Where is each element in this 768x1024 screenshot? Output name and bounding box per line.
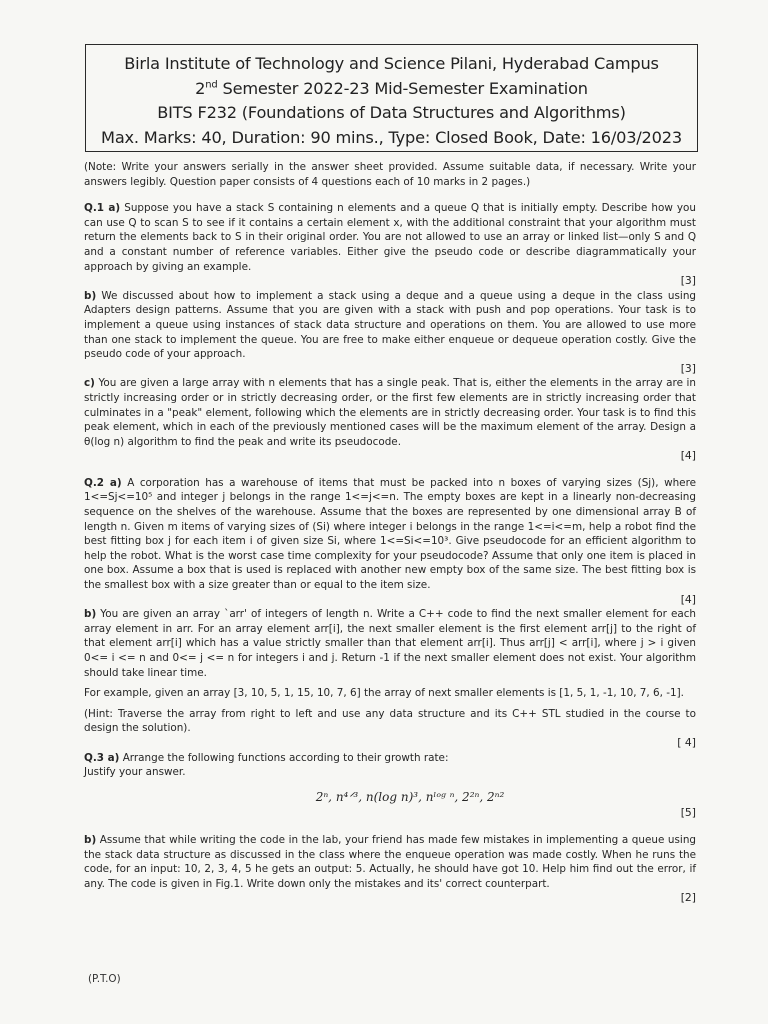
q2b-label: b) (84, 608, 97, 621)
q1c-body: You are given a large array with n elements that has a single peak. That is, either the elements in the array are in strictly increasing order or in strictly decreasing order, or the first few elements are in strictly increasing order that culminates in a "peak" element, following which the elements are in strictly decreasing order. Your task is to find this peak element, which in each of the previously mentioned cases will be the maximum element of the array. Design a θ(log n) algorithm to find the peak and write its pseudocode. (84, 377, 696, 448)
growth-functions-formula: 2ⁿ, n⁴ᐟ³, n(log n)³, nˡᵒᵍ ⁿ, 2²ⁿ, 2ⁿ² (315, 789, 505, 804)
q2a-body: A corporation has a warehouse of items that must be packed into n boxes of varying sizes (Sj), where 1<=Sj<=10⁵ and integer j belongs in the range 1<=j<=n. The empty boxes are kept in a linearly non-decreasing sequence on the shelves of the warehouse. Assume that the boxes are represented by one dimensional array B of length n. Given m items of varying sizes of (Si) where integer i belongs in the range 1<=i<=m, help a robot find the best fitting box j for each item i of given size Si, where 1<=Si<=10³. Give pseudocode for an efficient algorithm to help the robot. What is the worst case time complexity for your pseudocode? Assume that only one item is placed in one box. Assume a box that is used is replaced with another new empty box of the same size. The best fitting box is the smallest box with a size greater than or equal to the item size. (84, 476, 696, 592)
exam-details: Max. Marks: 40, Duration: 90 mins., Type: Closed Book, Date: 16/03/2023 (101, 127, 682, 147)
course-title: BITS F232 (Foundations of Data Structures and Algorithms) (157, 103, 626, 122)
q3a-label: Q.3 a) (84, 751, 120, 764)
q3b-text (84, 833, 696, 891)
q3b-label: b) (84, 833, 97, 846)
q1c-text (84, 376, 696, 449)
institute-name: Birla Institute of Technology and Science Pilani, Hyderabad Campus (124, 54, 659, 73)
semester-line (86, 77, 697, 102)
q1b-body: We discussed about how to implement a stack using a deque and a queue using a deque in the class using Adapters design patterns. Assume that you are given with a stack with push and pop operations. Your task is to implement a queue using instances of stack data structure and operations on them. You are allowed to use more than one stack to implement the queue. You are free to make either enqueue or dequeue operation costly. Give the pseudo code of your approach. (84, 289, 696, 361)
q1c-label: c) (84, 377, 95, 390)
q1b-label: b) (84, 289, 97, 302)
q2b-example: For example, given an array [3, 10, 5, 1, 15, 10, 7, 6] the array of next smaller elements is [1, 5, 1, -1, 10, 7, 6, -1]. (84, 687, 684, 700)
question-paper-body (84, 160, 696, 906)
semester-ordinal: nd (205, 79, 218, 91)
q2b-marks: [ 4] (677, 735, 696, 749)
q1a-body: Suppose you have a stack S containing n elements and a queue Q that is initially empty. Describe how you can use Q to scan S to see if it contains a certain element x, with the additional constraint that your algorithm must return the elements back to S in their original order. You are not allowed to use an array or linked list—only S and Q and a constant number of reference variables. Either give the pseudo code or describe diagrammatically your approach by giving an example. (84, 202, 696, 273)
semester-number: 2 (195, 78, 206, 98)
exam-header (85, 44, 698, 152)
q1a-text (84, 201, 696, 274)
q3a-text (84, 751, 696, 766)
q2b-hint: (Hint: Traverse the array from right to left and use any data structure and its C++ STL studied in the course to design the solution). (84, 707, 696, 735)
q2a-label: Q.2 a) (84, 476, 122, 489)
q2b-body: You are given an array `arr' of integers of length n. Write a C++ code to find the next smaller element for each array element in arr. For an array element arr[i], the next smaller element is the first element arr[j] to the right of that element arr[i] which has a value strictly smaller than that element arr[i]. Thus arr[j] < arr[i], where j > i given 0<= i <= n and 0<= j <= n for integers i and j. Return -1 if the next smaller element does not exist. Your algorithm should take linear time. (84, 608, 696, 679)
q1b-marks: [3] (680, 361, 696, 375)
q3a-justify: Justify your answer. (84, 766, 186, 779)
q3a-body: Arrange the following functions according to their growth rate: (119, 751, 449, 764)
q3b-marks: [2] (680, 891, 696, 905)
q3a-marks: [5] (680, 806, 696, 820)
q3b-body: Assume that while writing the code in the lab, your friend has made few mistakes in implementing a queue using the stack data structure as discussed in the class where the enqueue operation was made costly. When he runs the code, for an input: 10, 2, 3, 4, 5 he gets an output: 5. Actually, he should have got 10. Help him find out the error, if any. The code is given in Fig.1. Write down only the mistakes and its' correct counterpart. (84, 833, 696, 890)
q2a-marks: [4] (680, 592, 696, 606)
page-turn-note: (P.T.O) (88, 973, 121, 985)
q1b-text (84, 289, 696, 362)
q1a-marks: [3] (680, 274, 696, 288)
q1a-label: Q.1 a) (84, 202, 121, 215)
semester-text: Semester 2022-23 Mid-Semester Examination (217, 78, 588, 98)
q1c-marks: [4] (680, 449, 696, 463)
instructions-note: (Note: Write your answers serially in the answer sheet provided. Assume suitable data, if necessary. Write your answers legibly. Question paper consists of 4 questions each of 10 marks in 2 pages.) (84, 161, 696, 188)
q2b-text (84, 607, 696, 680)
q2a-text (84, 476, 696, 593)
